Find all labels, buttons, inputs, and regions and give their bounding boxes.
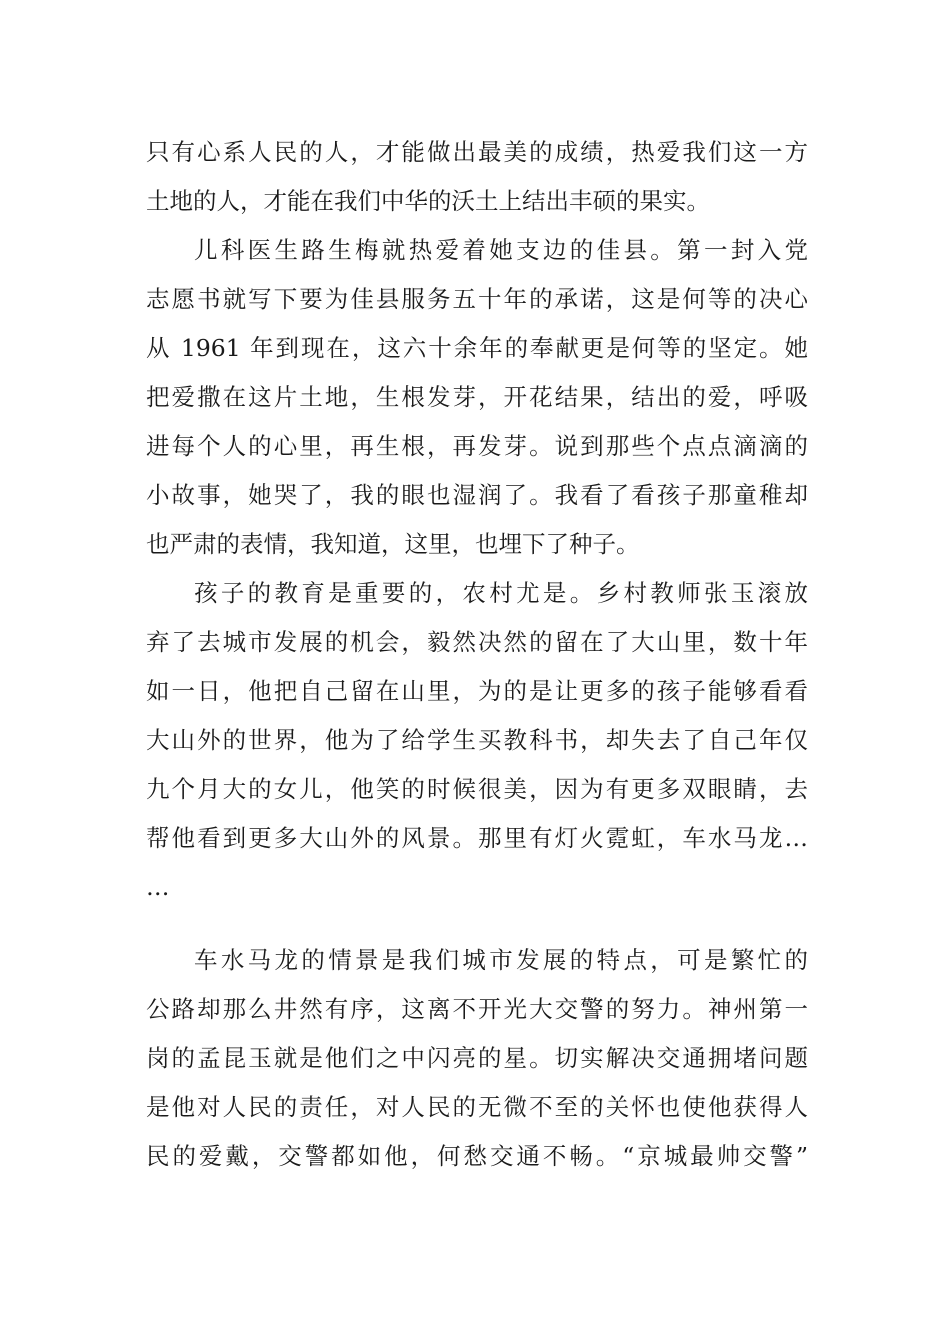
text-line: 九个月大的女儿，他笑的时候很美，因为有更多双眼睛，去	[146, 775, 808, 803]
text-line: 大山外的世界，他为了给学生买教科书，却失去了自己年仅	[146, 726, 808, 754]
text-line: 孩子的教育是重要的，农村尤是。乡村教师张玉滚放	[194, 579, 808, 607]
text-line: 小故事，她哭了，我的眼也湿润了。我看了看孩子那童稚却	[146, 481, 808, 509]
text-line: 志愿书就写下要为佳县服务五十年的承诺，这是何等的决心	[146, 285, 808, 313]
text-line: 公路却那么井然有序，这离不开光大交警的努力。神州第一	[146, 995, 808, 1023]
text-line: 也严肃的表情，我知道，这里，也埋下了种子。	[146, 530, 640, 558]
text-line: 弃了去城市发展的机会，毅然决然的留在了大山里，数十年	[146, 628, 808, 656]
text-line: 儿科医生路生梅就热爱着她支边的佳县。第一封入党	[194, 236, 808, 264]
text-line: 只有心系人民的人，才能做出最美的成绩，热爱我们这一方	[146, 138, 808, 166]
text-line: 土地的人，才能在我们中华的沃土上结出丰硕的果实。	[146, 187, 710, 215]
text-line: 进每个人的心里，再生根，再发芽。说到那些个点点滴滴的	[146, 432, 808, 460]
text-line: 是他对人民的责任，对人民的无微不至的关怀也使他获得人	[146, 1093, 808, 1121]
text-line: 岗的孟昆玉就是他们之中闪亮的星。切实解决交通拥堵问题	[146, 1044, 808, 1072]
text-line: 民的爱戴，交警都如他，何愁交通不畅。“京城最帅交警”	[146, 1142, 808, 1170]
text-line: 帮他看到更多大山外的风景。那里有灯火霓虹，车水马龙…	[146, 824, 808, 852]
text-line: 车水马龙的情景是我们城市发展的特点，可是繁忙的	[194, 946, 808, 974]
text-line: 把爱撒在这片土地，生根发芽，开花结果，结出的爱，呼吸	[146, 383, 808, 411]
text-line: 如一日，他把自己留在山里，为的是让更多的孩子能够看看	[146, 677, 808, 705]
text-line: …	[146, 873, 170, 901]
text-line: 从 1961 年到现在，这六十余年的奉献更是何等的坚定。她	[146, 334, 808, 362]
paragraph-gap	[146, 912, 808, 936]
body-text	[146, 128, 808, 1181]
